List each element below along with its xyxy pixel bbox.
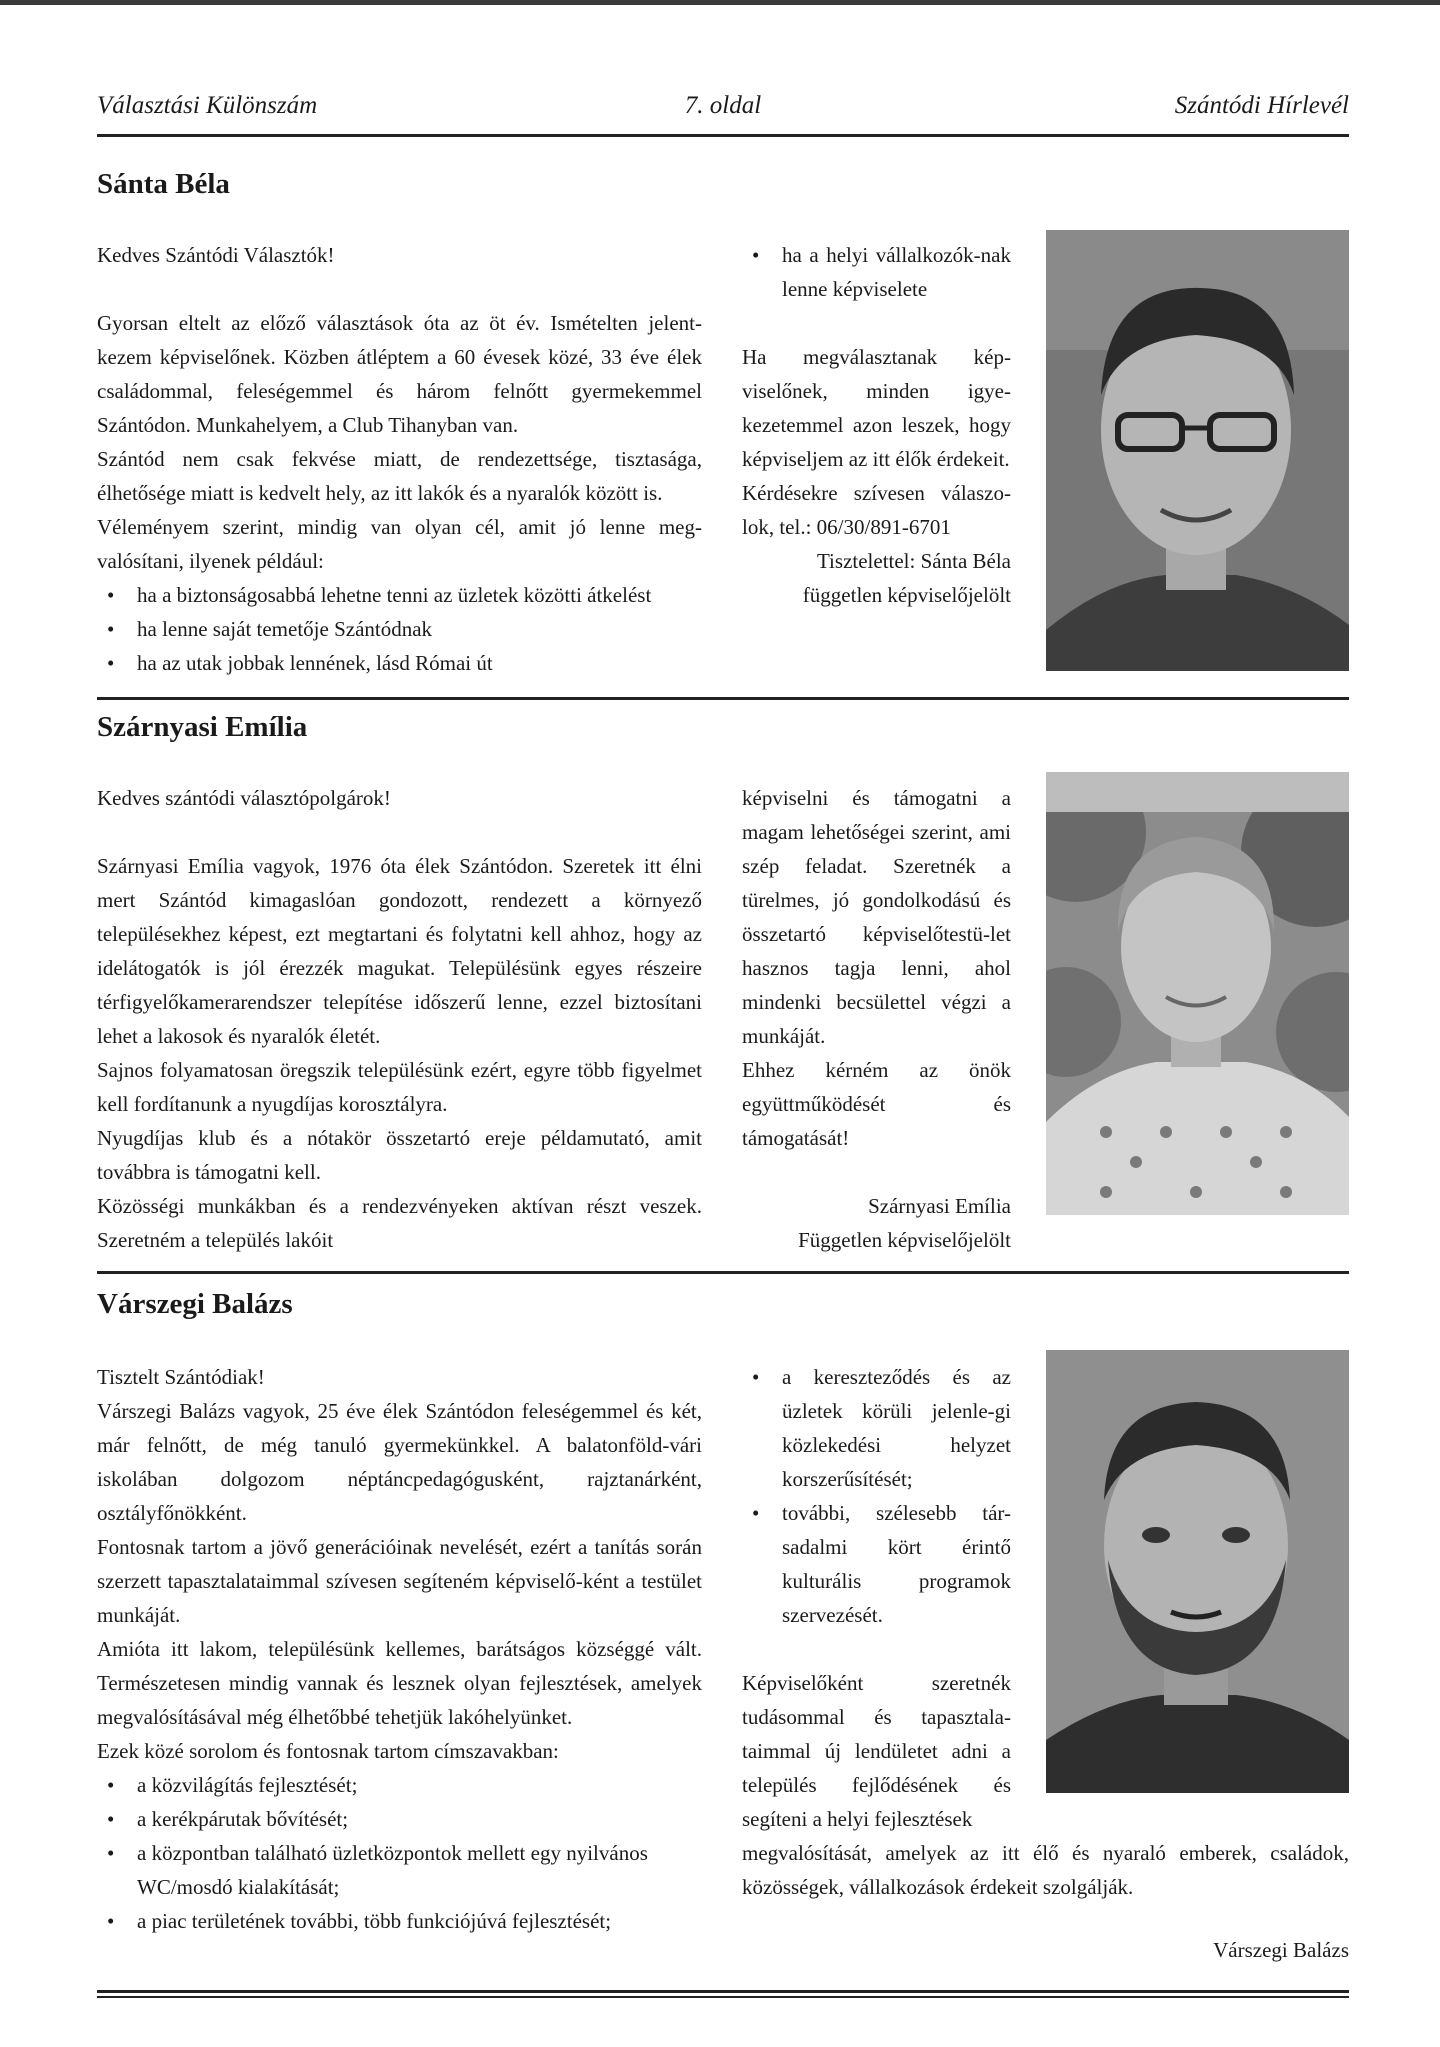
paragraph: Ezek közé sorolom és fontosnak tartom címszavakban: bbox=[97, 1739, 559, 1763]
paragraph: képviselni és támogatni a magam lehetőségei szerint, ami szép feladat. Szeretnék a türelmes, jó gondolkodású és összetartó képviselőtestü-let hasznos tagja lenni, ahol mindenki becsülettel végzi a munkáját. bbox=[742, 786, 1011, 1048]
paragraph: Közösségi munkákban és a rendezvényeken aktívan részt veszek. Szeretném a település lakóit bbox=[97, 1194, 702, 1252]
section-title: Szárnyasi Emília bbox=[97, 711, 308, 743]
list-item: • ha a biztonságosabbá lehetne tenni az üzletek közötti átkelést bbox=[97, 578, 702, 612]
section-divider bbox=[97, 697, 1349, 700]
signature-line: Szárnyasi Emília bbox=[868, 1194, 1011, 1218]
greeting: Kedves Szántódi Választók! bbox=[97, 243, 335, 267]
list-item: • ha lenne saját temetője Szántódnak bbox=[97, 612, 702, 646]
signature-line: Független képviselőjelölt bbox=[798, 1228, 1011, 1252]
list-item: • a közvilágítás fejlesztését; bbox=[97, 1768, 702, 1802]
section-right-column bbox=[742, 1360, 1011, 1836]
paragraph: Ha megválasztanak kép-viselőnek, minden igye-kezetemmel azon leszek, hogy képviseljem az itt élők érdekeit. bbox=[742, 345, 1011, 471]
paragraph: Gyorsan eltelt az előző választások óta az öt év. Ismételten jelent-kezem képviselőnek. Közben átléptem a 60 évesek közé, 33 éve élek családommal, feleségemmel és három felnőtt gyermekemmel Szántódon. Munkahelyem, a Club Tihanyban van. bbox=[97, 311, 702, 437]
paragraph: Amióta itt lakom, településünk kellemes, barátságos községgé vált. Természetesen mindig vannak és lesznek olyan fejlesztések, amelyek megvalósításával még élhetőbbé tehetjük lakóhelyünket. bbox=[97, 1637, 702, 1729]
footer-rule-thin bbox=[97, 1996, 1349, 1998]
paragraph: Kérdésekre szívesen válaszo-lok, tel.: 06/30/891-6701 bbox=[742, 481, 1011, 539]
list-item: • a piac területének további, több funkciójúvá fejlesztését; bbox=[97, 1904, 702, 1938]
bullet-list bbox=[97, 1768, 702, 1938]
candidate-photo bbox=[1046, 772, 1349, 1215]
footer-rule bbox=[97, 1990, 1349, 1993]
section-title: Várszegi Balázs bbox=[97, 1288, 293, 1320]
bullet-list bbox=[742, 238, 1011, 306]
bullet-list bbox=[97, 578, 702, 680]
paragraph: Nyugdíjas klub és a nótakör összetartó ereje példamutató, amit továbbra is támogatni kell. bbox=[97, 1126, 702, 1184]
header-page-number: 7. oldal bbox=[684, 92, 762, 119]
section-divider bbox=[97, 1271, 1349, 1274]
header-issue-title: Választási Különszám bbox=[97, 92, 318, 119]
list-item: • ha az utak jobbak lennének, lásd Római út bbox=[97, 646, 702, 680]
header-rule bbox=[97, 134, 1349, 137]
page-top-edge bbox=[0, 0, 1440, 5]
paragraph: Ehhez kérném az önök együttműködését és támogatását! bbox=[742, 1058, 1011, 1150]
section-left-column bbox=[97, 781, 702, 1257]
paragraph: Sajnos folyamatosan öregszik településünk ezért, egyre több figyelmet kell fordítanunk a nyugdíjas korosztályra. bbox=[97, 1058, 702, 1116]
list-item: • a kereszteződés és az üzletek körüli jelenle-gi közlekedési helyzet korszerűsítését; bbox=[742, 1360, 1011, 1496]
paragraph: megvalósítását, amelyek az itt élő és nyaraló emberek, családok, közösségek, vállalkozások érdekeit szolgálják. bbox=[742, 1841, 1349, 1899]
page-header bbox=[97, 92, 1349, 126]
section-left-column bbox=[97, 238, 702, 680]
paragraph: Tisztelt Szántódiak! bbox=[97, 1365, 265, 1389]
signature-line: független képviselőjelölt bbox=[802, 583, 1011, 607]
signature-line: Tisztelettel: Sánta Béla bbox=[816, 549, 1011, 573]
list-item: • a központban található üzletközpontok mellett egy nyilvános WC/mosdó kialakítását; bbox=[97, 1836, 702, 1904]
paragraph: Várszegi Balázs vagyok, 25 éve élek Szántódon feleségemmel és két, már felnőtt, de még tanuló gyermekünkkel. A balatonföld-vári iskolában dolgozom néptáncpedagógusként, rajztanárként, osztályfőnökként. bbox=[97, 1399, 702, 1525]
candidate-photo bbox=[1046, 230, 1349, 671]
header-newsletter-name: Szántódi Hírlevél bbox=[1174, 92, 1349, 119]
candidate-photo bbox=[1046, 1350, 1349, 1793]
section-title: Sánta Béla bbox=[97, 168, 230, 200]
paragraph: Képviselőként szeretnék tudásommal és tapasztala-taimmal új lendületet adni a település fejlődésének és segíteni a helyi fejlesztések bbox=[742, 1671, 1011, 1831]
signature-line: Várszegi Balázs bbox=[1213, 1938, 1349, 1962]
paragraph: Szárnyasi Emília vagyok, 1976 óta élek Szántódon. Szeretek itt élni mert Szántód kimagaslóan gondozott, rendezett a környező településekhez képest, ezt megtartani és folytatni kell ahhoz, hogy az idelátogatók is jól érezzék magukat. Településünk egyes részeire térfigyelőkamerarendszer telepítése időszerű lenne, ezzel biztosítani lehet a lakosok és nyaralók életét. bbox=[97, 854, 702, 1048]
section-right-column bbox=[742, 238, 1011, 612]
greeting: Kedves szántódi választópolgárok! bbox=[97, 786, 391, 810]
list-item: • további, szélesebb tár-sadalmi kört érintő kulturális programok szervezését. bbox=[742, 1496, 1011, 1632]
paragraph: Szántód nem csak fekvése miatt, de rendezettsége, tisztasága, élhetősége miatt is kedvelt hely, az itt lakók és a nyaralók között is. bbox=[97, 447, 702, 505]
paragraph: Véleményem szerint, mindig van olyan cél, amit jó lenne meg-valósítani, ilyenek például: bbox=[97, 515, 702, 573]
paragraph: Fontosnak tartom a jövő generációinak nevelését, ezért a tanítás során szerzett tapasztalataimmal szívesen segíteném képviselő-ként a testület munkáját. bbox=[97, 1535, 702, 1627]
list-item: • ha a helyi vállalkozók-nak lenne képviselete bbox=[742, 238, 1011, 306]
bullet-list bbox=[742, 1360, 1011, 1632]
list-item: • a kerékpárutak bővítését; bbox=[97, 1802, 702, 1836]
section-right-column bbox=[742, 781, 1011, 1257]
section-left-column bbox=[97, 1360, 702, 1938]
section-continuation bbox=[742, 1836, 1349, 1904]
